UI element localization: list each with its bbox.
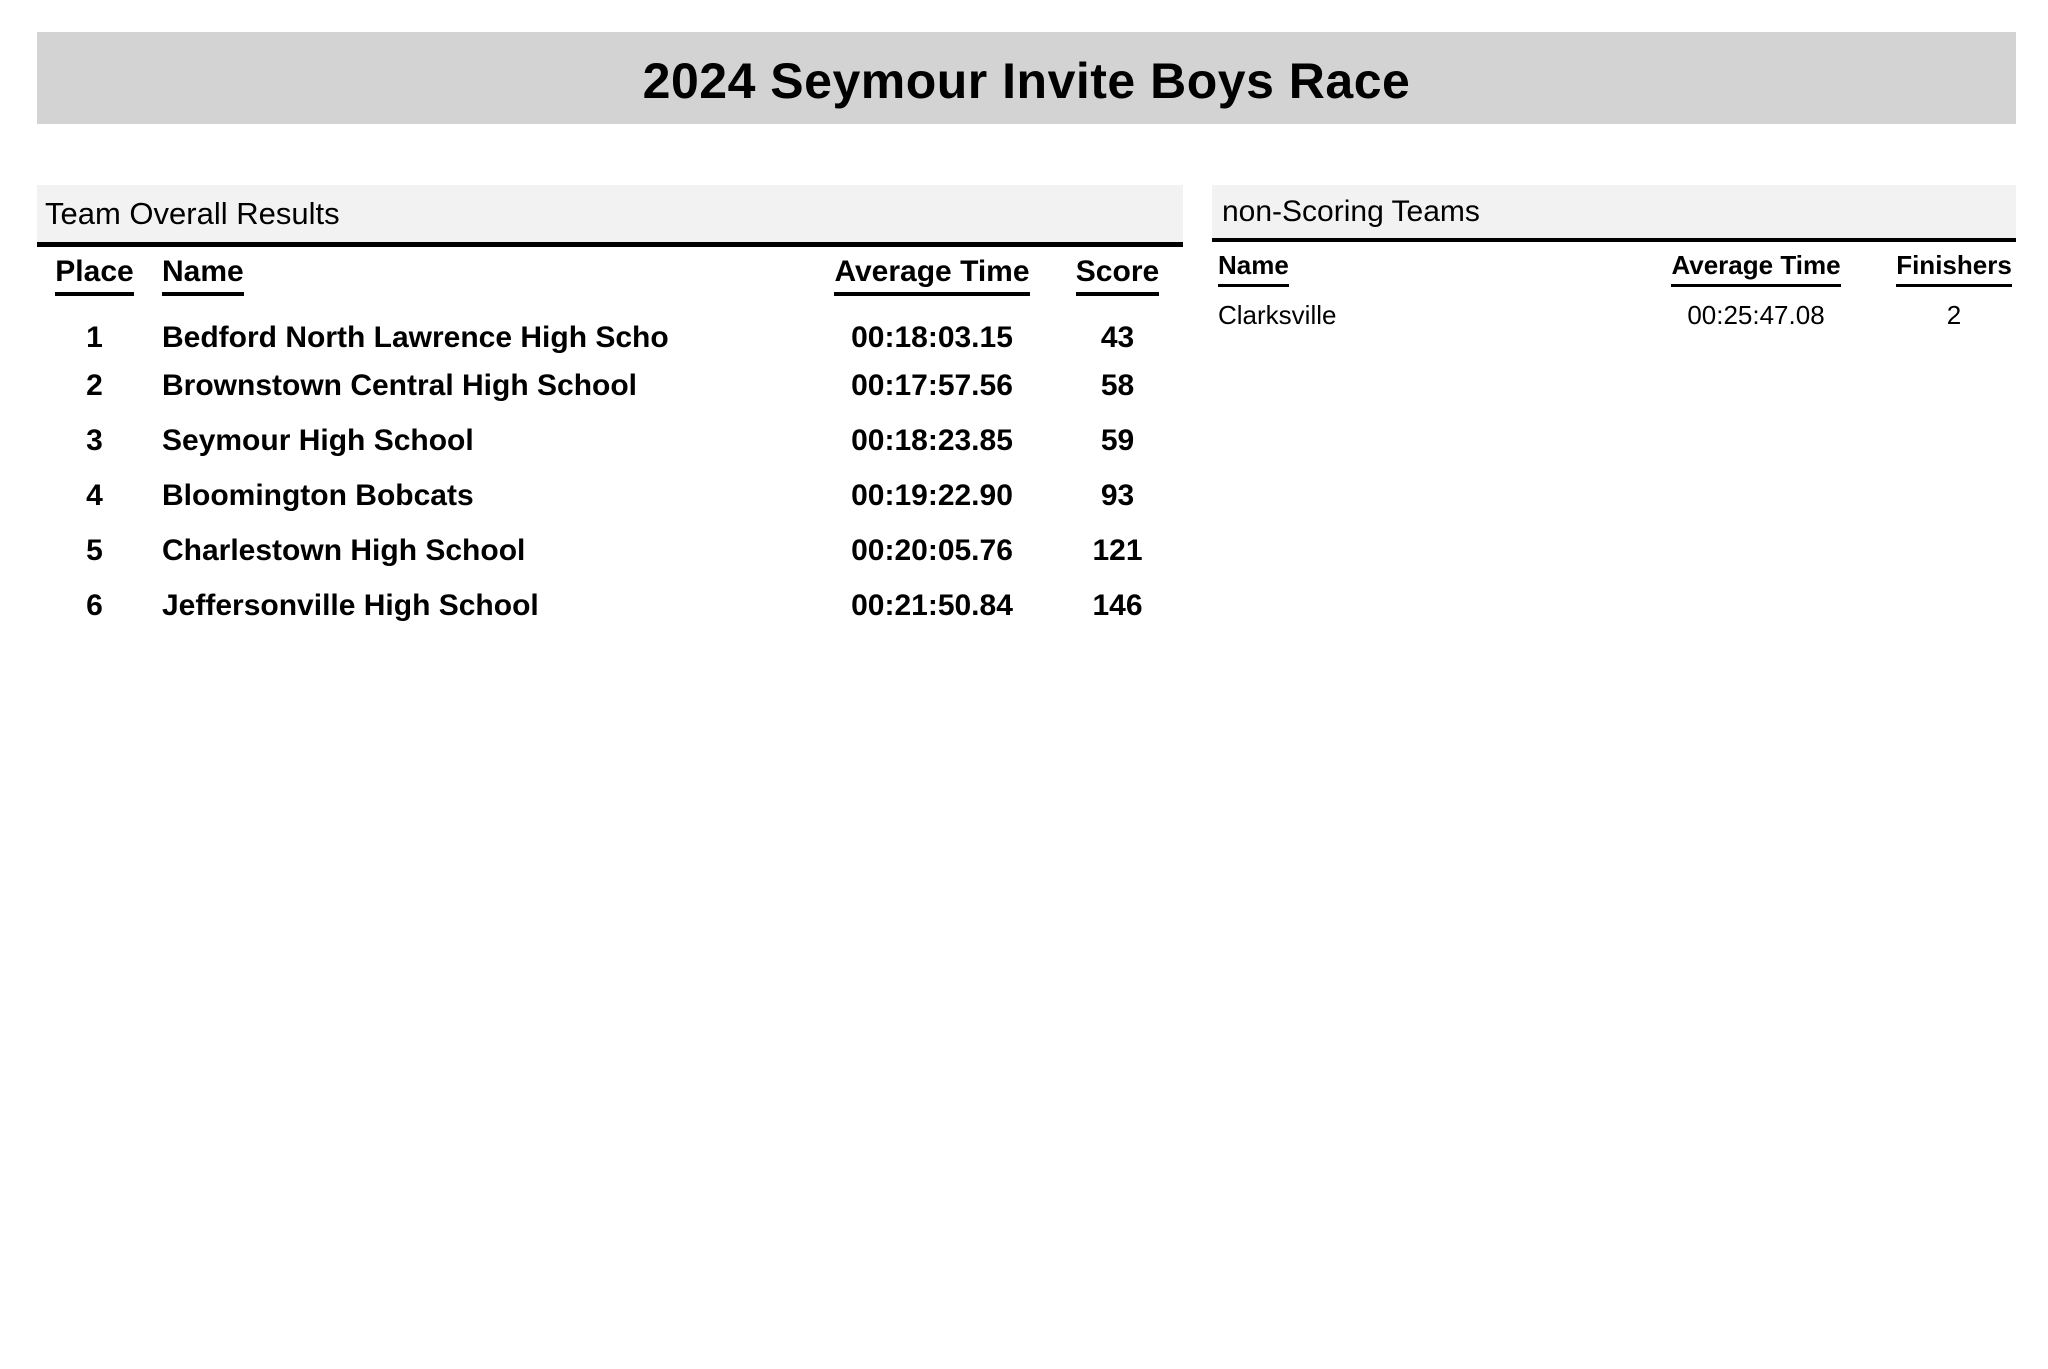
page-title: 2024 Seymour Invite Boys Race — [642, 53, 1411, 109]
average-time-cell: 00:20:05.76 — [851, 533, 1013, 567]
score-cell: 58 — [1100, 368, 1135, 402]
score-cell: 43 — [1100, 320, 1135, 354]
column-header-average-time[interactable]: Average Time — [834, 255, 1029, 296]
score-cell: 93 — [1100, 478, 1135, 512]
average-time-cell: 00:19:22.90 — [851, 478, 1013, 512]
average-time-cell: 00:25:47.08 — [1687, 299, 1825, 330]
column-header-finishers[interactable]: Finishers — [1896, 250, 2012, 287]
team-name-cell: Charlestown High School — [162, 533, 526, 567]
column-header-name[interactable]: Name — [1218, 250, 1289, 287]
team-overall-table — [37, 247, 1183, 633]
place-cell: 3 — [86, 423, 103, 457]
average-time-cell: 00:17:57.56 — [851, 368, 1013, 402]
table-row — [37, 468, 1183, 523]
score-cell: 59 — [1100, 423, 1135, 457]
non-scoring-header-row — [1212, 242, 2016, 288]
average-time-cell: 00:18:23.85 — [851, 423, 1013, 457]
finishers-cell: 2 — [1946, 299, 1962, 330]
team-overall-section-header — [37, 185, 1183, 242]
table-row — [37, 578, 1183, 633]
race-title-banner — [37, 32, 2016, 124]
non-scoring-section-header — [1212, 185, 2016, 238]
team-overall-section — [37, 185, 1183, 633]
team-name-cell: Jeffersonville High School — [162, 588, 539, 622]
table-row — [1212, 288, 2016, 338]
non-scoring-section-title: non-Scoring Teams — [1222, 195, 1480, 228]
table-row — [37, 303, 1183, 358]
table-row — [37, 413, 1183, 468]
place-cell: 6 — [86, 588, 103, 622]
column-header-score[interactable]: Score — [1076, 255, 1159, 296]
team-name-cell: Clarksville — [1218, 299, 1337, 330]
non-scoring-section — [1212, 185, 2016, 338]
place-cell: 2 — [86, 368, 103, 402]
non-scoring-rows — [1212, 288, 2016, 338]
place-cell: 4 — [86, 478, 103, 512]
team-name-cell: Bloomington Bobcats — [162, 478, 474, 512]
average-time-cell: 00:18:03.15 — [851, 320, 1013, 354]
team-overall-header-row — [37, 247, 1183, 303]
score-cell: 121 — [1092, 533, 1143, 567]
place-cell: 1 — [86, 320, 103, 354]
average-time-cell: 00:21:50.84 — [851, 588, 1013, 622]
table-row — [37, 358, 1183, 413]
team-name-cell: Bedford North Lawrence High Scho — [162, 320, 669, 354]
column-header-name[interactable]: Name — [162, 255, 244, 296]
score-cell: 146 — [1092, 588, 1143, 622]
team-overall-rows — [37, 303, 1183, 633]
non-scoring-table — [1212, 242, 2016, 338]
column-header-average-time[interactable]: Average Time — [1671, 250, 1840, 287]
column-header-place[interactable]: Place — [55, 255, 133, 296]
place-cell: 5 — [86, 533, 103, 567]
team-overall-section-title: Team Overall Results — [45, 196, 340, 231]
team-name-cell: Seymour High School — [162, 423, 474, 457]
team-name-cell: Brownstown Central High School — [162, 368, 638, 402]
table-row — [37, 523, 1183, 578]
